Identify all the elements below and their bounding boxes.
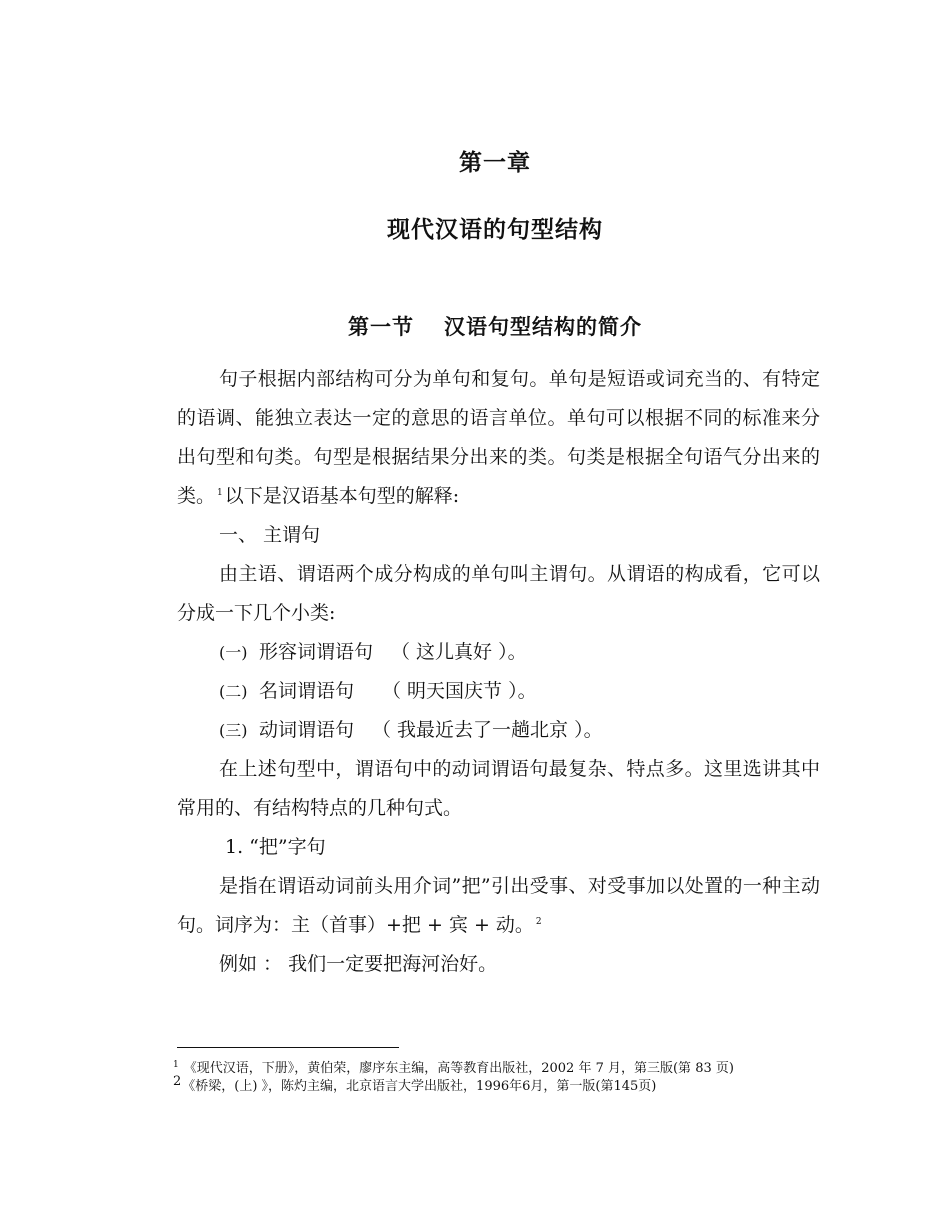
list-item-example: （ 这儿真好 ）。	[391, 641, 527, 663]
body-text	[177, 360, 820, 984]
paragraph-intro-tail: 以下是汉语基本句型的解释:	[224, 485, 460, 507]
list-item-label: 形容词谓语句	[259, 641, 374, 663]
section-name: 汉语句型结构的简介	[444, 315, 642, 339]
heading-subject-predicate: 一、 主谓句	[219, 524, 321, 546]
heading-ba-construction: 1. “把”字句	[225, 836, 326, 858]
footnotes	[173, 1060, 873, 1096]
chapter-subtitle: 现代汉语的句型结构	[387, 217, 603, 243]
footnote-text: 《现代汉语，下册》，黄伯荣，廖序东主编，高等教育出版社，2002 年 7 月，第三版(第 83 页)	[183, 1061, 734, 1076]
footnote-number: 2	[173, 1073, 182, 1089]
paragraph-intro	[177, 360, 820, 516]
section-title	[0, 311, 950, 341]
footnote-text: 《桥梁，(上) 》，陈灼主编，北京语言大学出版社，1996年6月，第一版(第145页)	[182, 1079, 657, 1094]
list-item-label: 名词谓语句	[259, 680, 355, 702]
footnote-1	[173, 1060, 873, 1078]
footnote-divider	[177, 1047, 399, 1048]
list-item-example: （ 明天国庆节 ）。	[382, 680, 537, 702]
list-item-number: (三)	[219, 721, 248, 740]
paragraph-verb-predicate: 在上述句型中，谓语句中的动词谓语句最复杂、特点多。这里选讲其中常用的、有结构特点的几种句式。	[177, 758, 820, 819]
paragraph-intro-text: 句子根据内部结构可分为单句和复句。单句是短语或词充当的、有特定的语调、能独立表达一定的意思的语言单位。单句可以根据不同的标准来分出句型和句类。句型是根据结果分出来的类。句类是根据全句语气分出来的类。	[177, 368, 820, 507]
footnote-2	[173, 1073, 873, 1096]
footnote-ref-2[interactable]: 2	[535, 916, 542, 927]
paragraph-ba-text: 是指在谓语动词前头用介词”把”引出受事、对受事加以处置的一种主动句。词序为：主（首事）+把 + 宾 + 动。	[177, 875, 820, 936]
footnote-number: 1	[173, 1059, 179, 1070]
list-item-example: （ 我最近去了一趟北京 ）。	[372, 719, 603, 741]
list-item	[177, 633, 820, 672]
footnote-ref-1[interactable]: 1	[217, 487, 223, 498]
list-item	[177, 672, 820, 711]
list-item-number: (二)	[219, 682, 248, 701]
section-number: 第一节	[348, 315, 414, 339]
list-item	[177, 711, 820, 750]
paragraph-ba-definition	[177, 867, 820, 945]
list-item-label: 动词谓语句	[259, 719, 355, 741]
paragraph-subject-predicate: 由主语、谓语两个成分构成的单句叫主谓句。从谓语的构成看，它可以分成一下几个小类:	[177, 563, 820, 624]
chapter-title: 第一章	[459, 150, 531, 176]
paragraph-example: 例如 ： 我们一定要把海河治好。	[219, 953, 498, 975]
list-item-number: (一)	[219, 643, 248, 662]
